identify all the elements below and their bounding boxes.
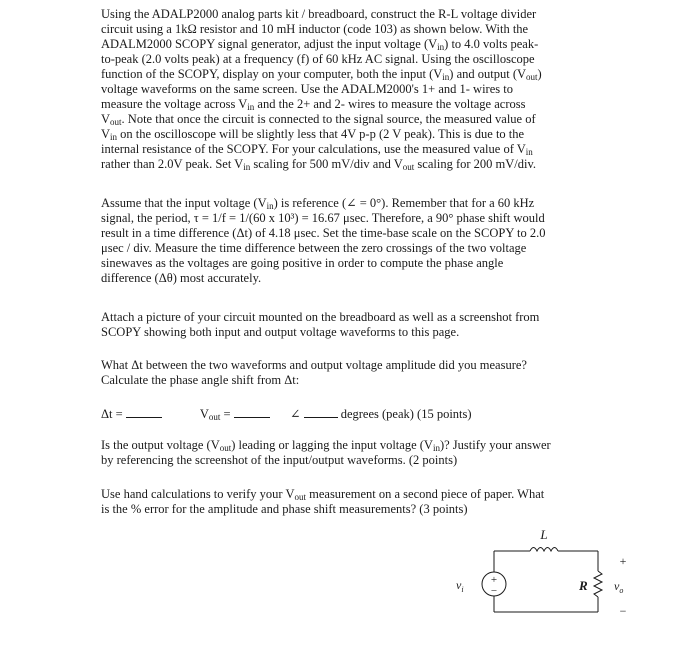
text-run: ) is reference (∠ = 0°). Remember that for a 60 kHz — [273, 196, 535, 210]
text-run: V — [101, 112, 111, 126]
subscript: out — [110, 117, 122, 127]
text-line — [101, 453, 621, 468]
text-run: Use hand calculations to verify your V — [101, 487, 295, 501]
subscript: out — [526, 72, 538, 82]
text-run: ) — [537, 67, 542, 81]
text-line — [101, 438, 621, 453]
text-run: by referencing the screenshot of the input/output waveforms. (2 points) — [101, 453, 458, 467]
paragraph-setup-instructions — [101, 7, 621, 172]
text-line — [101, 310, 621, 325]
text-line — [101, 325, 621, 340]
text-line — [101, 37, 621, 52]
subscript: in — [437, 42, 445, 52]
text-run: internal resistance of the SCOPY. For your calculations, use the measured value of V — [101, 142, 526, 156]
output-voltage-label: $v_o$ — [614, 579, 624, 595]
text-run: Using the ADALP2000 analog parts kit / breadboard, construct the R-L voltage divider — [101, 7, 537, 21]
resistor-label: R — [579, 578, 588, 593]
text-line — [101, 112, 621, 127]
text-line — [101, 211, 621, 226]
subscript: in — [432, 443, 440, 453]
text-run: result in a time difference (Δt) of 4.18 μsec. Set the time-base scale on the SCOPY to 2.0 — [101, 226, 546, 240]
text-run: )? Justify your answer — [439, 438, 551, 452]
text-line — [101, 22, 621, 37]
text-run: μsec / div. Measure the time difference between the zero crossings of the two voltage — [101, 241, 527, 255]
output-plus-sign: + — [619, 554, 627, 568]
inductor-symbol — [530, 548, 558, 552]
text-line — [101, 271, 621, 286]
subscript: out — [294, 492, 306, 502]
rl-circuit-diagram — [440, 526, 650, 631]
text-run: ) and output (V — [449, 67, 527, 81]
text-run: scaling for 200 mV/div. — [414, 157, 537, 171]
text-run: voltage waveforms on the same screen. Use the ADALM2000's 1+ and 1- wires to — [101, 82, 513, 96]
text-line — [101, 196, 621, 211]
text-run: ) to 4.0 volts peak- — [444, 37, 539, 51]
source-minus-sign: − — [490, 585, 498, 597]
subscript: out — [219, 443, 232, 453]
text-run: on the oscilloscope will be slightly less that 4V p-p (2 V peak). This is due to the — [117, 127, 525, 141]
delta-t-label: Δt = — [101, 407, 123, 421]
text-run: measurement on a second piece of paper. What — [306, 487, 545, 501]
text-run: Attach a picture of your circuit mounted on the breadboard as well as a screenshot from — [101, 310, 540, 324]
subscript: in — [243, 162, 251, 172]
text-line — [101, 127, 621, 142]
subscript: out — [402, 162, 415, 172]
source-plus-sign: + — [490, 574, 498, 586]
text-line — [101, 7, 621, 22]
text-run: SCOPY showing both input and output voltage waveforms to this page. — [101, 325, 460, 339]
text-line — [101, 142, 621, 157]
text-run: scaling for 500 mV/div and V — [250, 157, 403, 171]
paragraph-phase-reference — [101, 196, 621, 286]
text-line — [101, 373, 621, 388]
subscript: in — [110, 132, 118, 142]
angle-symbol: ∠ — [289, 407, 301, 421]
angle-blank[interactable] — [304, 406, 338, 418]
subscript: in — [247, 102, 255, 112]
text-run: and the 2+ and 2- wires to measure the voltage across — [254, 97, 526, 111]
text-run: function of the SCOPY, display on your computer, both the input (V — [101, 67, 443, 81]
answer-fill-row — [101, 406, 472, 422]
text-run: measure the voltage across V — [101, 97, 248, 111]
text-line — [101, 241, 621, 256]
vout-label: $V_{out}$ = — [199, 407, 231, 422]
text-run: is the % error for the amplitude and phase shift measurements? (3 points) — [101, 502, 468, 516]
text-line — [101, 487, 621, 502]
text-line — [101, 97, 621, 112]
text-run: ADALM2000 SCOPY signal generator, adjust the input voltage (V — [101, 37, 438, 51]
subscript: in — [266, 201, 274, 211]
text-run: Assume that the input voltage (V — [101, 196, 267, 210]
source-label: $v_i$ — [456, 578, 464, 594]
text-run: Calculate the phase angle shift from Δt: — [101, 373, 300, 387]
text-line — [101, 256, 621, 271]
vout-blank[interactable] — [234, 406, 270, 418]
degrees-label: degrees (peak) (15 points) — [340, 407, 472, 421]
text-line — [101, 82, 621, 97]
text-line — [101, 358, 621, 373]
text-run: circuit using a 1kΩ resistor and 10 mH inductor (code 103) as shown below. With the — [101, 22, 529, 36]
text-line — [101, 502, 621, 517]
text-line — [101, 52, 621, 67]
text-line — [101, 67, 621, 82]
text-run: What Δt between the two waveforms and output voltage amplitude did you measure? — [101, 358, 527, 372]
delta-t-blank[interactable] — [126, 406, 162, 418]
text-line — [101, 157, 621, 172]
text-run: to-peak (2.0 volts peak) at a frequency (f) of 60 kHz AC signal. Using the oscilloscope — [101, 52, 535, 66]
text-run: sinewaves as the voltages are going positive in order to compute the phase angle — [101, 256, 504, 270]
text-run: . Note that once the circuit is connected to the signal source, the measured value of — [121, 112, 536, 126]
output-minus-sign: − — [619, 604, 627, 618]
subscript: in — [525, 147, 533, 157]
text-run: signal, the period, τ = 1/f = 1/(60 x 10³) = 16.67 μsec. Therefore, a 90° phase shift would — [101, 211, 545, 225]
inductor-label: L — [540, 527, 548, 542]
resistor-symbol — [594, 571, 602, 597]
subscript: in — [442, 72, 450, 82]
text-run: difference (Δθ) most accurately. — [101, 271, 262, 285]
paragraph-attach-picture — [101, 310, 621, 340]
text-run: ) leading or lagging the input voltage (V — [231, 438, 433, 452]
text-run: V — [101, 127, 111, 141]
paragraph-leading-lagging — [101, 438, 621, 468]
paragraph-hand-calculations — [101, 487, 621, 517]
paragraph-measure-question — [101, 358, 621, 388]
text-run: rather than 2.0V peak. Set V — [101, 157, 244, 171]
text-line — [101, 226, 621, 241]
text-run: Is the output voltage (V — [101, 438, 220, 452]
